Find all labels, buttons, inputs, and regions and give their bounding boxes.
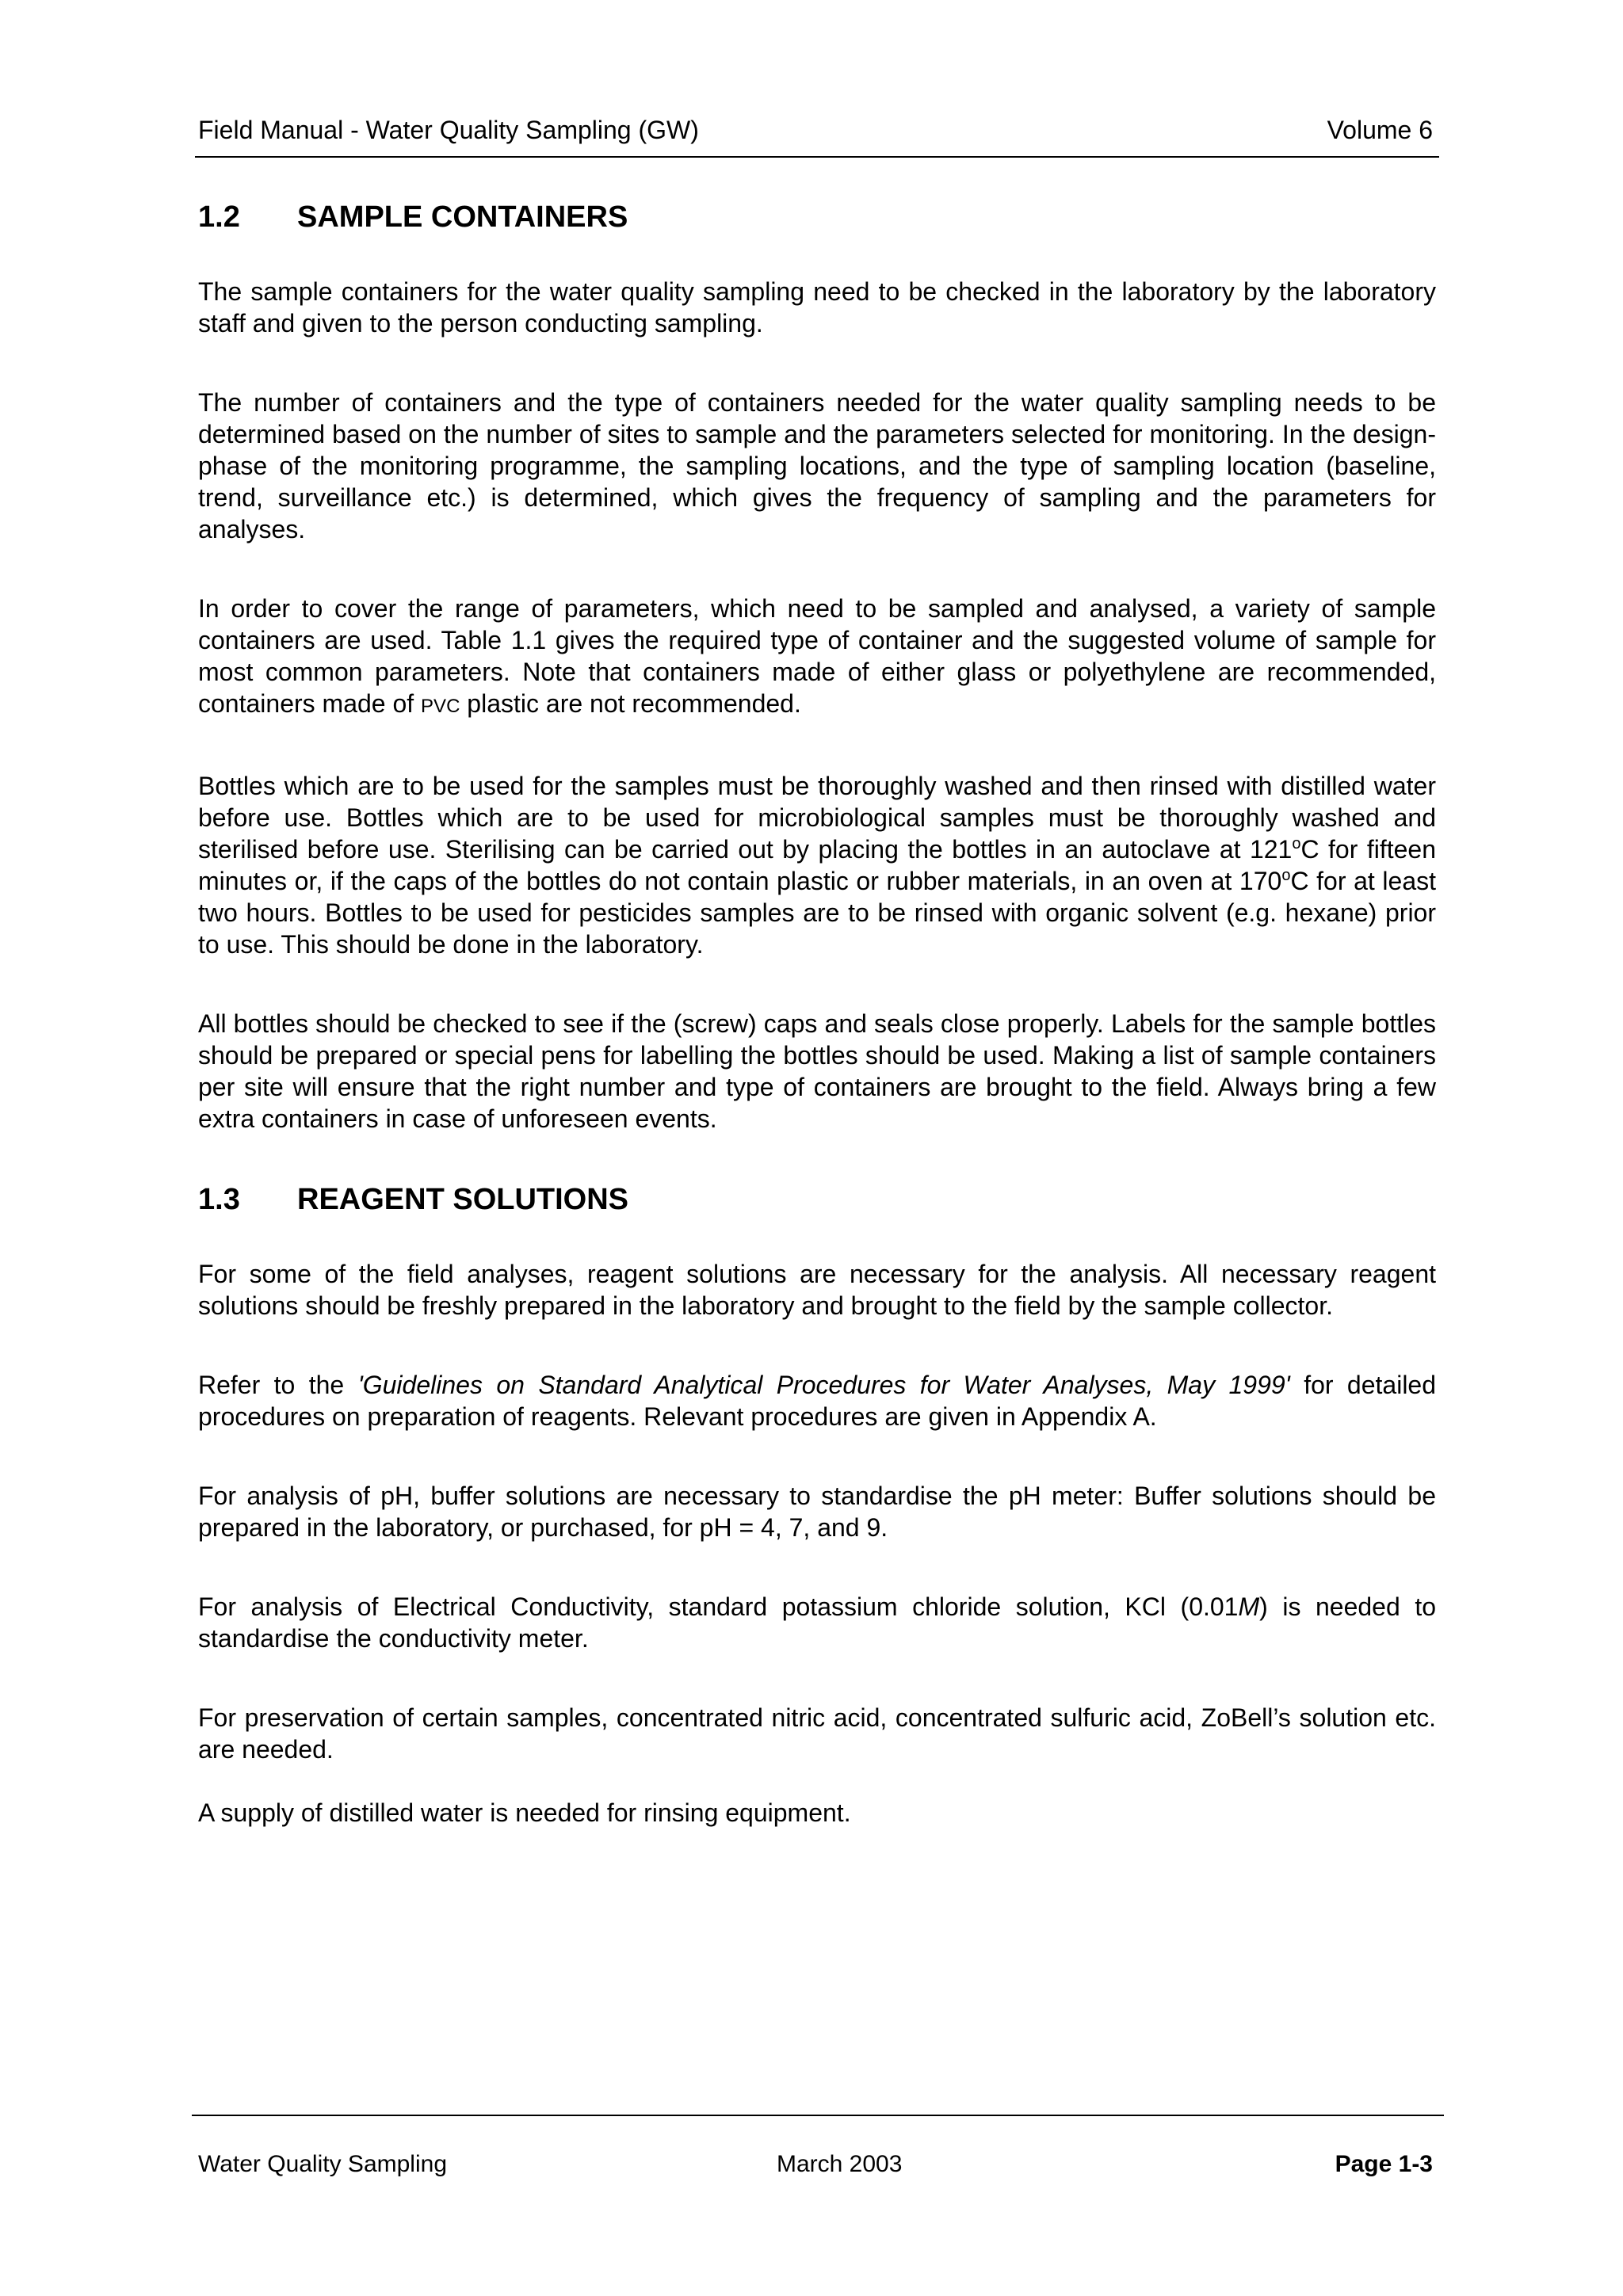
section-title: SAMPLE CONTAINERS [297, 200, 628, 234]
paragraph: For some of the field analyses, reagent solutions are necessary for the analysis. All necessary reagent solutions should be freshly prepared in the laboratory and brought to the field by the sample collector. [198, 1260, 1436, 1320]
degree-superscript: o [1281, 867, 1291, 884]
section-heading-1-2 [198, 198, 1436, 236]
paragraph: For analysis of Electrical Conductivity, standard potassium chloride solution, KCl (0.01M) is needed to standardise the conductivity meter. [198, 1592, 1437, 1653]
section-title: REAGENT SOLUTIONS [297, 1183, 629, 1216]
section-number: 1.3 [198, 1183, 240, 1216]
paragraph: Refer to the 'Guidelines on Standard Analytical Procedures for Water Analyses, May 1999' for detailed procedures on preparation of reagents. Relevant procedures are given in Appendix A. [198, 1371, 1437, 1431]
header-volume: Volume 6 [1327, 116, 1433, 144]
document-body [198, 198, 1436, 1829]
footer-rule [192, 2115, 1444, 2116]
paragraph: Bottles which are to be used for the samples must be thoroughly washed and then rinsed with distilled water before use. Bottles which are to be used for microbiological samples must be thoroughly washed and sterilised before use. Sterilising can be carried out by placing the bottles in an autoclave at 121$^o$C for fifteen minutes or, if the caps of the bottles do not contain plastic or rubber materials, in an oven at 170$^o$C for at least two hours. Bottles to be used for pesticides samples are to be rinsed with organic solvent (e.g. hexane) prior to use. This should be done in the laboratory. [198, 772, 1437, 959]
paragraph: The number of containers and the type of containers needed for the water quality sampling needs to be determined based on the number of sites to sample and the parameters selected for monitoring. In the design-phase of the monitoring programme, the sampling locations, and the type of sampling location (baseline, trend, surveillance etc.) is determined, which gives the frequency of sampling and the parameters for analyses. [198, 388, 1436, 543]
guideline-reference: 'Guidelines on Standard Analytical Procedures for Water Analyses, May 1999' [357, 1371, 1290, 1399]
paragraph: In order to cover the range of parameters, which need to be sampled and analysed, a variety of sample containers are used. Table 1.1 gives the required type of container and the suggested volume of sample for most common parameters. Note that containers made of either glass or polyethylene are recommended, containers made of PVC plastic are not recommended. [198, 594, 1436, 718]
footer-date: March 2003 [777, 2151, 903, 2177]
paragraph: For analysis of pH, buffer solutions are necessary to standardise the pH meter: Buffer solutions should be prepared in the laboratory, or purchased, for pH = 4, 7, and 9. [198, 1482, 1436, 1542]
paragraph: A supply of distilled water is needed for rinsing equipment. [198, 1798, 851, 1827]
paragraph: For preservation of certain samples, concentrated nitric acid, concentrated sulfuric acid, ZoBell’s solution etc. are needed. [198, 1703, 1436, 1764]
degree-superscript: o [1292, 835, 1301, 852]
section-number: 1.2 [198, 200, 240, 234]
footer-title: Water Quality Sampling [198, 2151, 448, 2177]
paragraph: All bottles should be checked to see if the (screw) caps and seals close properly. Labels for the sample bottles should be prepared or special pens for labelling the bottles should be used. Making a list of sample containers per site will ensure that the right number and type of containers are brought to the field. Always bring a few extra containers in case of unforeseen events. [198, 1009, 1436, 1133]
molarity-unit: M [1238, 1592, 1260, 1621]
pvc-abbreviation: PVC [421, 696, 460, 717]
header-rule [195, 156, 1439, 158]
page-number: Page 1-3 [1335, 2151, 1433, 2177]
paragraph: The sample containers for the water quality sampling need to be checked in the laboratory by the laboratory staff and given to the person conducting sampling. [198, 277, 1436, 338]
header-title: Field Manual - Water Quality Sampling (GW) [198, 116, 699, 144]
section-heading-1-3 [198, 1180, 1436, 1219]
